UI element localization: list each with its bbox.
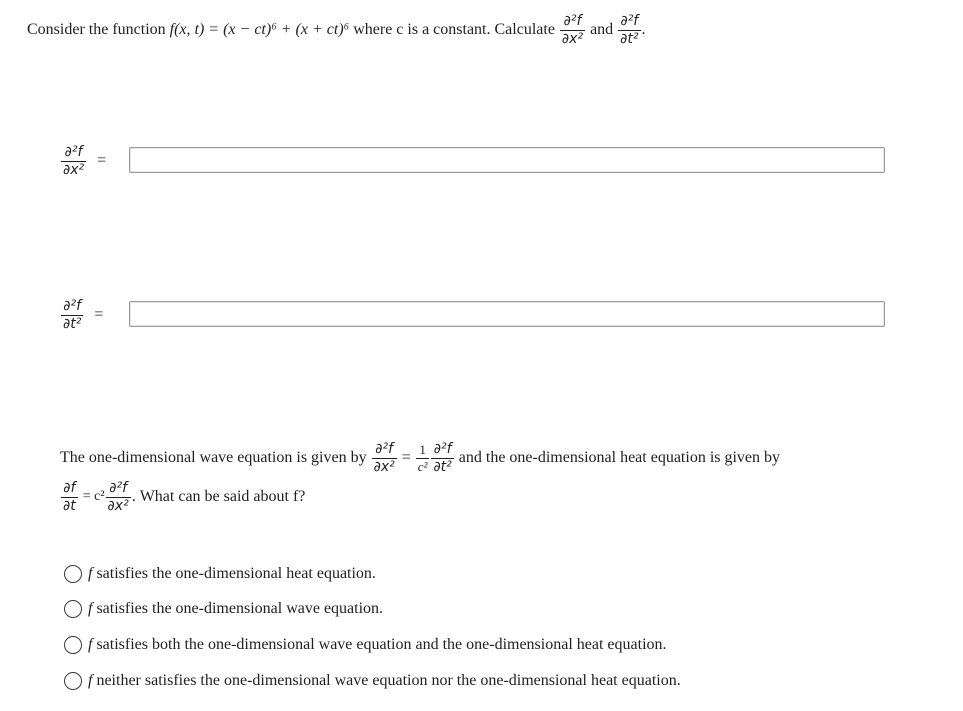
fraction-numerator: ∂²f xyxy=(433,441,452,457)
fraction-denominator: ∂x² xyxy=(373,459,395,475)
equals-sign: = xyxy=(97,152,107,169)
wave-text-before: The one-dimensional wave equation is given by xyxy=(60,449,367,466)
option-neither-equation[interactable] xyxy=(64,672,681,690)
heat-period: . xyxy=(131,488,136,505)
d2f-dt2-fraction xyxy=(61,299,83,331)
option-label: neither satisfies the one-dimensional wave equation nor the one-dimensional heat equation. xyxy=(96,672,681,689)
fraction-denominator: ∂x² xyxy=(107,498,129,514)
answer-label-d2f-dx2 xyxy=(60,142,106,180)
fraction-numerator: ∂²f xyxy=(620,13,639,29)
heat-rhs-fraction xyxy=(106,481,131,513)
fraction-denominator: ∂t² xyxy=(63,316,82,332)
fraction-numerator: ∂²f xyxy=(109,480,127,496)
function-expression: f(x, t) = (x − ct)⁶ + (x + ct)⁶ xyxy=(169,21,350,38)
option-variable: f xyxy=(88,600,93,617)
option-wave-equation[interactable] xyxy=(64,600,383,618)
fraction-denominator: ∂t xyxy=(63,498,76,514)
fraction-denominator: ∂x² xyxy=(561,31,584,47)
d2f-dx2-answer-input[interactable] xyxy=(129,147,885,173)
wave-text-after: and the one-dimensional heat equation is given by xyxy=(458,449,781,466)
option-variable: f xyxy=(88,565,93,582)
radio-button[interactable] xyxy=(64,636,82,654)
wave-equation-text xyxy=(60,439,780,477)
fraction-numerator: 1 xyxy=(419,442,426,457)
d2f-dx2-fraction xyxy=(560,14,585,46)
and-text: and xyxy=(590,21,614,38)
question-where-text: where c is a constant. Calculate xyxy=(353,21,555,38)
radio-button[interactable] xyxy=(64,672,82,690)
d2f-dt2-fraction xyxy=(618,14,640,46)
answer-label-d2f-dt2 xyxy=(60,296,103,334)
option-label: satisfies both the one-dimensional wave equation and the one-dimensional heat equation. xyxy=(96,636,667,653)
question-text xyxy=(27,11,646,49)
fraction-numerator: ∂²f xyxy=(64,144,83,160)
option-heat-equation[interactable] xyxy=(64,565,376,583)
wave-rhs-fraction xyxy=(431,442,453,474)
fraction-numerator: ∂f xyxy=(63,480,76,496)
option-variable: f xyxy=(88,636,93,653)
wave-coef-fraction xyxy=(416,443,430,473)
fraction-denominator: c² xyxy=(417,459,428,474)
question-period: . xyxy=(641,21,646,38)
heat-question-text: What can be said about f? xyxy=(139,488,306,505)
wave-equals: = xyxy=(401,449,411,466)
fraction-numerator: ∂²f xyxy=(375,441,394,457)
d2f-dx2-fraction xyxy=(61,145,86,177)
heat-lhs-fraction xyxy=(61,481,78,513)
question-intro: Consider the function xyxy=(27,21,166,38)
equals-sign: = xyxy=(94,306,104,323)
fraction-denominator: ∂x² xyxy=(63,162,85,178)
option-both-equations[interactable] xyxy=(64,636,667,654)
option-label: satisfies the one-dimensional heat equation. xyxy=(96,565,376,582)
heat-equation-text xyxy=(60,478,305,516)
option-variable: f xyxy=(88,672,93,689)
fraction-numerator: ∂²f xyxy=(563,13,582,29)
wave-lhs-fraction xyxy=(372,442,397,474)
radio-button[interactable] xyxy=(64,565,82,583)
heat-equals-coefficient: = c² xyxy=(82,489,105,504)
radio-button[interactable] xyxy=(64,600,82,618)
fraction-denominator: ∂t² xyxy=(433,459,452,475)
fraction-denominator: ∂t² xyxy=(620,31,639,47)
option-label: satisfies the one-dimensional wave equation. xyxy=(96,600,384,617)
d2f-dt2-answer-input[interactable] xyxy=(129,301,885,327)
fraction-numerator: ∂²f xyxy=(63,298,82,314)
